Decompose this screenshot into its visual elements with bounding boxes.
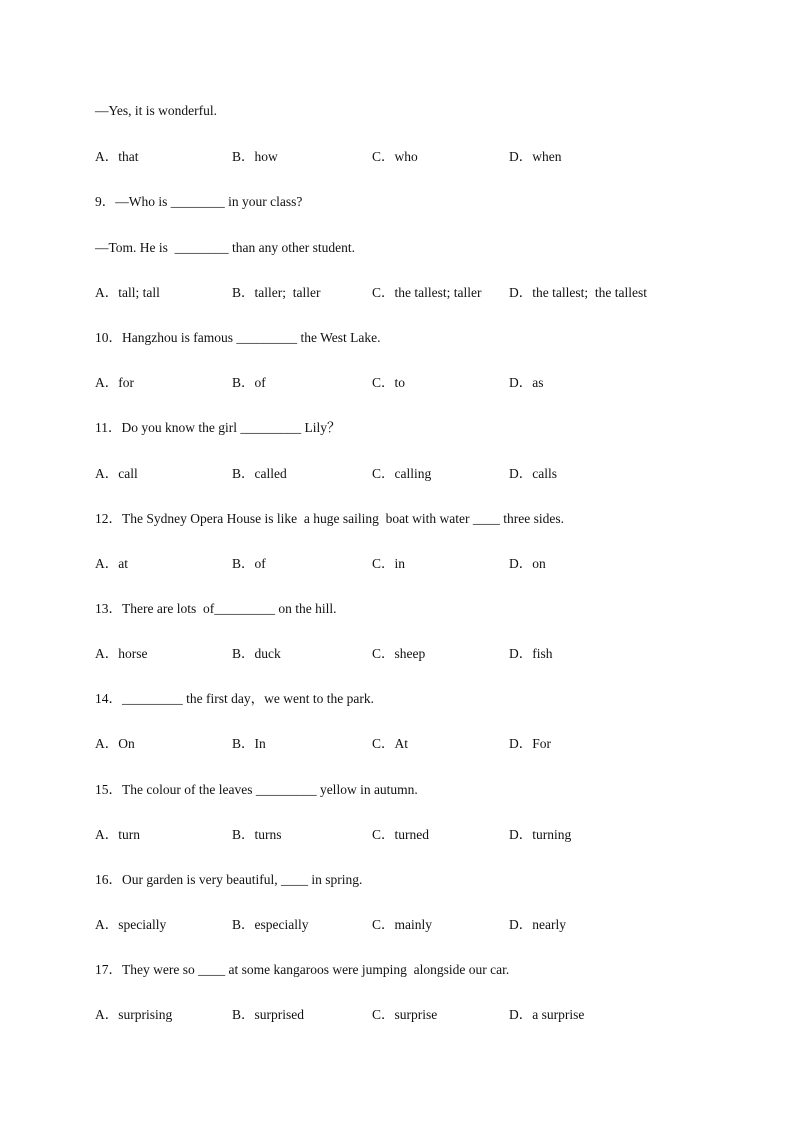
option-c: C．turned	[372, 827, 429, 842]
option-d: D．the tallest; the tallest	[509, 285, 647, 300]
option-d: D．For	[509, 736, 552, 751]
option-b: B．of	[232, 556, 266, 571]
question-16-options	[95, 917, 735, 933]
option-b: B．especially	[232, 917, 309, 932]
option-a: A．tall; tall	[95, 285, 160, 300]
question-11-stem: 11．Do you know the girl _________ Lily？	[95, 420, 341, 435]
option-c: C．who	[372, 149, 418, 164]
option-a: A．turn	[95, 827, 140, 842]
option-a: A．call	[95, 466, 138, 481]
question-12-stem: 12．The Sydney Opera House is like a huge sailing boat with water ____ three sides.	[95, 511, 565, 526]
question-17-options	[95, 1007, 735, 1023]
option-b: B．surprised	[232, 1007, 304, 1022]
option-c: C．the tallest; taller	[372, 285, 482, 300]
option-c: C．At	[372, 736, 409, 751]
option-c: C．mainly	[372, 917, 432, 932]
question-9-stem: 9．—Who is ________ in your class?	[95, 194, 303, 209]
option-a: A．for	[95, 375, 134, 390]
option-d: D．fish	[509, 646, 553, 661]
option-c: C．surprise	[372, 1007, 438, 1022]
question-17-stem: 17．They were so ____ at some kangaroos were jumping alongside our car.	[95, 962, 510, 977]
question-13-options	[95, 646, 735, 662]
option-b: B．of	[232, 375, 266, 390]
question-14-stem: 14．_________ the first day，we went to the park.	[95, 691, 374, 706]
option-a: A．surprising	[95, 1007, 173, 1022]
option-c: C．calling	[372, 466, 432, 481]
option-b: B．In	[232, 736, 266, 751]
option-d: D．on	[509, 556, 546, 571]
option-a: A．that	[95, 149, 139, 164]
option-d: D．when	[509, 149, 562, 164]
question-8-answer-line: —Yes, it is wonderful.	[95, 103, 218, 118]
option-c: C．in	[372, 556, 406, 571]
option-b: B．duck	[232, 646, 281, 661]
option-d: D．calls	[509, 466, 557, 481]
option-c: C．sheep	[372, 646, 426, 661]
question-9-stem-line-2: —Tom. He is ________ than any other student.	[95, 240, 356, 255]
option-d: D．as	[509, 375, 544, 390]
question-10-options	[95, 375, 735, 391]
option-a: A．horse	[95, 646, 148, 661]
option-b: B．how	[232, 149, 278, 164]
option-c: C．to	[372, 375, 406, 390]
question-16-stem: 16．Our garden is very beautiful, ____ in spring.	[95, 872, 363, 887]
question-15-options	[95, 827, 735, 843]
option-d: D．nearly	[509, 917, 566, 932]
question-11-options	[95, 466, 735, 482]
question-9-options	[95, 285, 735, 301]
question-14-options	[95, 736, 735, 752]
option-b: B．called	[232, 466, 287, 481]
option-a: A．On	[95, 736, 135, 751]
question-8-options	[95, 149, 735, 165]
option-d: D．turning	[509, 827, 572, 842]
question-15-stem: 15．The colour of the leaves _________ yellow in autumn.	[95, 782, 418, 797]
question-10-stem: 10．Hangzhou is famous _________ the West Lake.	[95, 330, 381, 345]
option-a: A．specially	[95, 917, 167, 932]
question-13-stem: 13．There are lots of_________ on the hill.	[95, 601, 337, 616]
option-a: A．at	[95, 556, 128, 571]
question-12-options	[95, 556, 735, 572]
option-d: D．a surprise	[509, 1007, 585, 1022]
option-b: B．turns	[232, 827, 282, 842]
option-b: B．taller; taller	[232, 285, 321, 300]
